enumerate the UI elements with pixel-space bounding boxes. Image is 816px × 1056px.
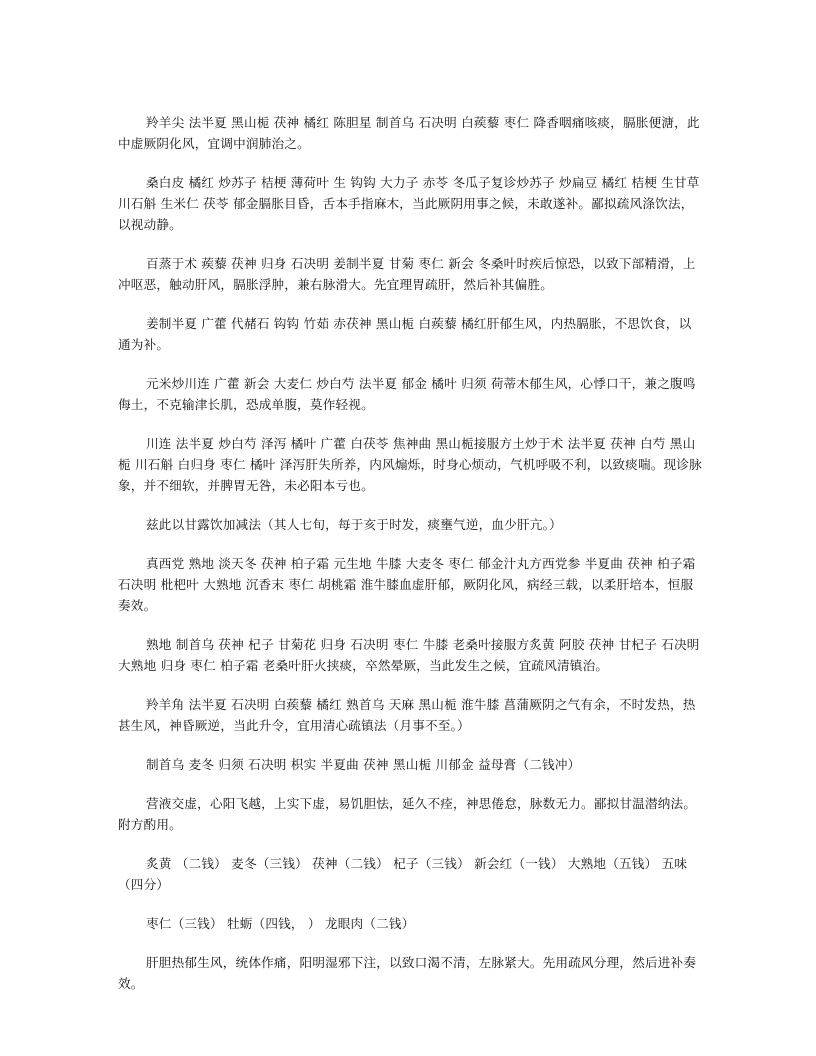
paragraph-11: 制首乌 麦冬 归须 石决明 枳实 半夏曲 茯神 黑山栀 川郁金 益母膏（二钱冲） bbox=[146, 757, 581, 772]
paragraph-3: 百蒸于术 蒺藜 茯神 归身 石决明 姜制半夏 甘菊 枣仁 新会 冬桑叶时疾后惊恐，以致下部精滑，上冲呕恶，触动肝风，膈胀浮肿，兼右脉滑大。先宜理胃疏肝，然后补其偏胜。 bbox=[118, 256, 696, 292]
document-body bbox=[118, 112, 702, 1012]
paragraph-15: 肝胆热郁生风，统体作痛，阳明湿邪下注，以致口渴不清，左脉紧大。先用疏风分理，然后进补奏效。 bbox=[118, 955, 697, 991]
paragraph-5: 元米炒川连 广藿 新会 大麦仁 炒白芍 法半夏 郁金 橘叶 归须 荷蒂木郁生风，心悸口干，兼之腹鸣侮土，不克输津长肌，恐成单腹，莫作轻视。 bbox=[118, 376, 696, 412]
paragraph-10: 羚羊角 法半夏 石决明 白蒺藜 橘红 熟首乌 天麻 黑山栀 淮牛膝 菖蒲厥阴之气有余，不时发热，热甚生风，神昏厥逆，当此升令，宜用清心疏镇法（月事不至。） bbox=[118, 697, 696, 733]
paragraph-6: 川连 法半夏 炒白芍 泽泻 橘叶 广藿 白茯苓 焦神曲 黑山栀接服方土炒于术 法半夏 茯神 白芍 黑山栀 川石斛 白归身 枣仁 橘叶 泽泻肝失所养，内风煽烁，时身心烦动，气机呼吸不利，以致痰喘。现诊脉象，并不细软，并脾胃无咎，未必阳本亏也。 bbox=[118, 436, 702, 493]
paragraph-1: 羚羊尖 法半夏 黑山栀 茯神 橘红 陈胆星 制首乌 石决明 白蒺藜 枣仁 降香咽痛咳痰，膈胀便溏，此中虚厥阴化风，宜调中润肺治之。 bbox=[118, 115, 700, 151]
paragraph-4: 姜制半夏 广藿 代赭石 钩钩 竹茹 赤茯神 黑山栀 白蒺藜 橘红肝郁生风，内热膈胀，不思饮食，以通为补。 bbox=[118, 316, 692, 352]
paragraph-14: 枣仁（三钱） 牡蛎（四钱， ） 龙眼肉（二钱） bbox=[146, 916, 415, 931]
paragraph-2: 桑白皮 橘红 炒苏子 桔梗 薄荷叶 生 钩钩 大力子 赤苓 冬瓜子复诊炒苏子 炒扁豆 橘红 桔梗 生甘草 川石斛 生米仁 茯苓 郁金膈胀目昏，舌本手指麻木，当此厥阴用事之候，未敢遂补。鄙拟疏风涤饮法，以视动静。 bbox=[118, 175, 700, 232]
paragraph-13: 炙黄 （二钱） 麦冬（三钱） 茯神（二钱） 杞子（三钱） 新会红（一钱） 大熟地（五钱） 五味（四分） bbox=[118, 856, 688, 892]
paragraph-9: 熟地 制首乌 茯神 杞子 甘菊花 归身 石决明 枣仁 牛膝 老桑叶接服方炙黄 阿胶 茯神 甘杞子 石决明 大熟地 归身 枣仁 柏子霜 老桑叶肝火挟痰，卒然晕厥，当此发生之候，宜疏风清镇治。 bbox=[118, 637, 700, 673]
paragraph-8: 真西党 熟地 淡天冬 茯神 柏子霜 元生地 牛膝 大麦冬 枣仁 郁金汁丸方西党参 半夏曲 茯神 柏子霜 石决明 枇杷叶 大熟地 沉香末 枣仁 胡桃霜 淮牛膝血虚肝郁，厥阴化风，病经三载，以柔肝培本，恒服奏效。 bbox=[118, 556, 696, 613]
paragraph-7: 兹此以甘露饮加减法（其人七旬，每于亥于时发，痰壅气逆，血少肝亢。） bbox=[146, 517, 562, 532]
paragraph-12: 营液交虚，心阳飞越，上实下虚，易饥胆怯，延久不痊，神思倦怠，脉数无力。鄙拟甘温潜纳法。附方酌用。 bbox=[118, 796, 697, 832]
